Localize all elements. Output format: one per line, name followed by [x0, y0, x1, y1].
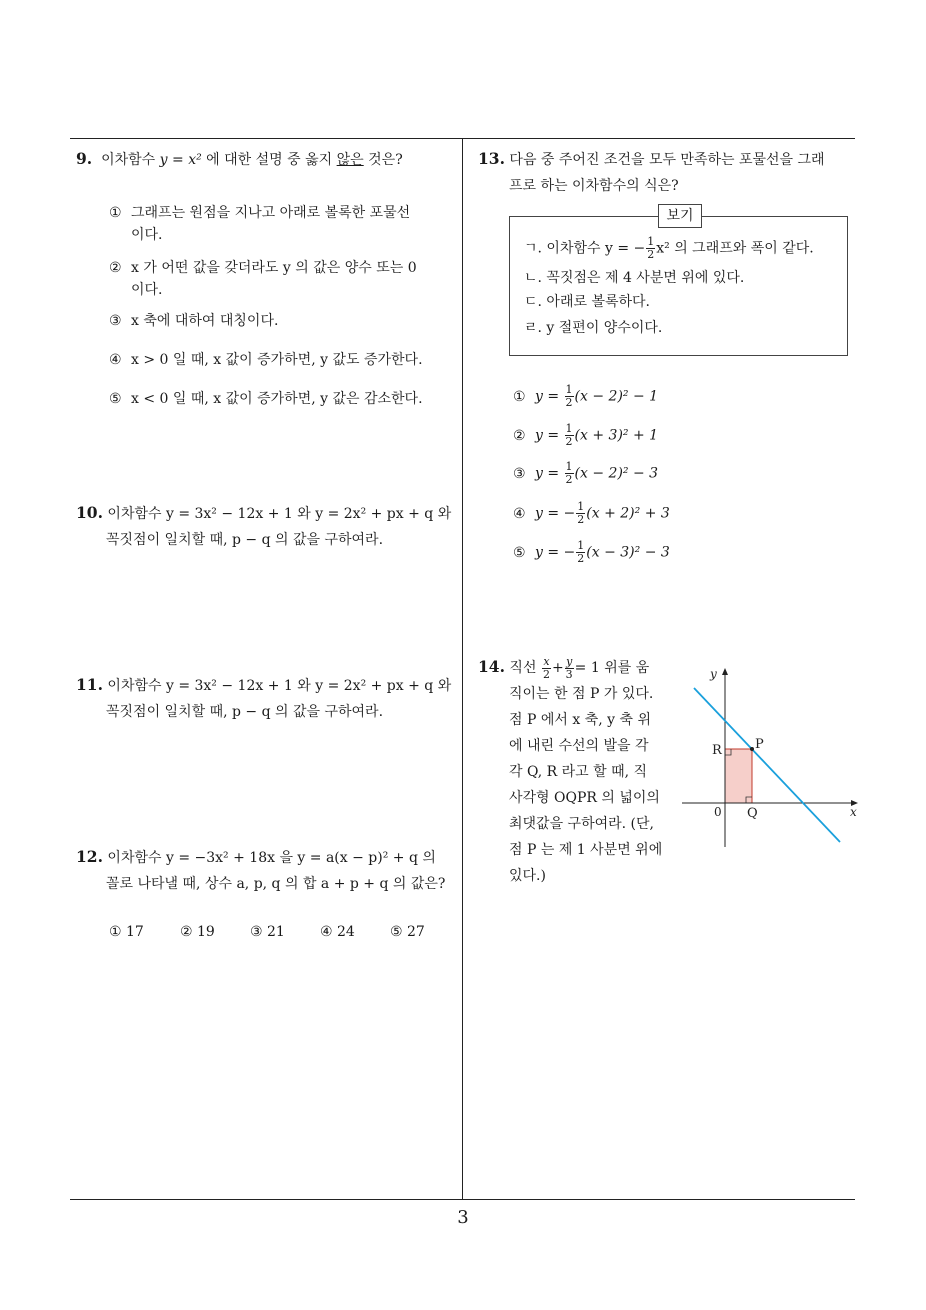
question-number: 11. — [76, 675, 103, 694]
q13-option-5[interactable]: ⑤ y = − $\frac{1}{2}$ (x − 3)² − 3 — [513, 539, 670, 565]
q9-option-4[interactable] — [109, 349, 454, 371]
q13-option-1[interactable]: ① y = $\frac{1}{2}$ (x − 2)² − 1 — [513, 383, 659, 409]
question-14: 14. 직선 $\frac{x}{2}$ + $\frac{y}{3}$ = 1 위를 움 직이는 한 점 P 가 있다. 점 P 에서 x 축, y 축 위 에 내린 수선의 발을 각 각 Q, R 라고 할 때, 직 사각형 OQPR 의 넓이의 최댓값을 구하여라. (단, 점 P 는 제 1 사분면 위에 있다.) — [478, 654, 678, 889]
question-9-stem — [76, 146, 460, 173]
stem-underline: 않은 — [336, 152, 364, 168]
question-number: 14. — [478, 657, 505, 676]
option-mark: ④ — [109, 352, 122, 368]
condition-item-3: ㄷ. 아래로 볼록하다. — [524, 294, 650, 310]
stem-text: 직선 — [509, 660, 537, 676]
option-text-cont: 이다. — [131, 227, 163, 243]
question-12 — [76, 844, 460, 897]
rectangle-oqpr — [725, 749, 752, 803]
stem-math: y = x² — [159, 152, 202, 168]
label-x: x — [850, 805, 857, 819]
q9-option-1[interactable] — [109, 202, 449, 246]
option-mark: ③ — [109, 313, 122, 329]
fraction: $\frac{y}{3}$ — [565, 654, 573, 681]
q13-option-3[interactable]: ③ y = $\frac{1}{2}$ (x − 2)² − 3 — [513, 460, 659, 486]
q13-option-2[interactable]: ② y = $\frac{1}{2}$ (x + 3)² + 1 — [513, 422, 659, 448]
question-11 — [76, 672, 460, 725]
option-text: x > 0 일 때, x 값이 증가하면, y 값도 증가한다. — [131, 352, 423, 368]
condition-text: x² 의 그래프와 폭이 같다. — [656, 240, 814, 257]
q12-option-3[interactable]: ③ 21 — [250, 924, 285, 940]
option-text: x < 0 일 때, x 값이 증가하면, y 값은 감소한다. — [131, 391, 423, 407]
stem-text: 이차함수 y = −3x² + 18x 을 y = a(x − p)² + q 의 — [107, 850, 436, 866]
q13-option-4[interactable]: ④ y = − $\frac{1}{2}$ (x + 2)² + 3 — [513, 500, 670, 526]
stem-text: 에 대한 설명 중 옳지 — [206, 152, 333, 168]
q9-option-2[interactable] — [109, 257, 449, 301]
stem-text: 점 P 는 제 1 사분면 위에 — [509, 842, 663, 858]
stem-text: 꼴로 나타낼 때, 상수 a, p, q 의 합 a + p + q 의 값은? — [106, 876, 446, 892]
stem-text: 직이는 한 점 P 가 있다. — [509, 686, 654, 702]
option-mark: ⑤ — [109, 391, 122, 407]
question-9 — [76, 146, 460, 173]
stem-text: 꼭짓점이 일치할 때, p − q 의 값을 구하여라. — [106, 704, 384, 720]
condition-item-4: ㄹ. y 절편이 양수이다. — [524, 320, 663, 336]
bottom-rule — [70, 1199, 855, 1200]
question-13 — [478, 146, 862, 199]
y-axis-arrow — [722, 668, 728, 675]
page-number: 3 — [457, 1207, 469, 1228]
stem-text: 사각형 OQPR 의 넓이의 — [509, 790, 660, 806]
question-number: 10. — [76, 503, 103, 522]
label-p: P — [755, 737, 764, 752]
label-q: Q — [747, 806, 758, 821]
question-number: 9. — [76, 149, 93, 168]
label-y: y — [710, 667, 717, 681]
q12-option-4[interactable]: ④ 24 — [320, 924, 355, 940]
stem-text: 이차함수 y = 3x² − 12x + 1 와 y = 2x² + px + q 와 — [107, 678, 452, 694]
condition-item-2: ㄴ. 꼭짓점은 제 4 사분면 위에 있다. — [524, 270, 745, 286]
fraction: $\frac{1}{2}$ — [647, 235, 655, 261]
option-text: 그래프는 원점을 지나고 아래로 볼록한 포물선 — [131, 205, 411, 221]
label-origin: 0 — [714, 805, 722, 819]
q14-figure — [680, 660, 870, 855]
option-text: x 축에 대하여 대칭이다. — [131, 313, 279, 329]
stem-text: 이차함수 — [101, 152, 156, 168]
q12-option-5[interactable]: ⑤ 27 — [390, 924, 425, 940]
fraction: $\frac{x}{2}$ — [542, 654, 550, 681]
stem-text: 다음 중 주어진 조건을 모두 만족하는 포물선을 그래 — [509, 152, 825, 168]
stem-text: 에 내린 수선의 발을 각 — [509, 738, 649, 754]
q9-option-5[interactable] — [109, 388, 454, 410]
q12-option-1[interactable]: ① 17 — [109, 924, 144, 940]
stem-text: 프로 하는 이차함수의 식은? — [509, 178, 679, 194]
option-text-cont: 이다. — [131, 282, 163, 298]
stem-text: 최댓값을 구하여라. (단, — [509, 816, 654, 832]
condition-text: ㄱ. 이차함수 y = − — [524, 240, 646, 257]
point-p — [750, 747, 754, 751]
option-mark: ② — [109, 260, 122, 276]
stem-text: = 1 위를 움 — [574, 660, 650, 676]
stem-text: 것은? — [368, 152, 403, 168]
stem-text: 있다.) — [509, 868, 546, 884]
option-mark: ① — [109, 205, 122, 221]
option-text: x 가 어떤 값을 갖더라도 y 의 값은 양수 또는 0 — [131, 260, 417, 276]
label-r: R — [712, 743, 722, 758]
q9-option-3[interactable] — [109, 310, 449, 332]
stem-text: 각 Q, R 라고 할 때, 직 — [509, 764, 648, 780]
stem-text: 이차함수 y = 3x² − 12x + 1 와 y = 2x² + px + q 와 — [107, 506, 452, 522]
condition-item-1 — [524, 236, 814, 261]
stem-text: 점 P 에서 x 축, y 축 위 — [509, 712, 651, 728]
q12-option-2[interactable]: ② 19 — [180, 924, 215, 940]
column-divider — [462, 139, 463, 1200]
stem-text: 꼭짓점이 일치할 때, p − q 의 값을 구하여라. — [106, 532, 384, 548]
question-number: 12. — [76, 847, 103, 866]
question-10 — [76, 500, 460, 553]
conditions-box-title: 보기 — [658, 204, 702, 228]
question-number: 13. — [478, 149, 505, 168]
